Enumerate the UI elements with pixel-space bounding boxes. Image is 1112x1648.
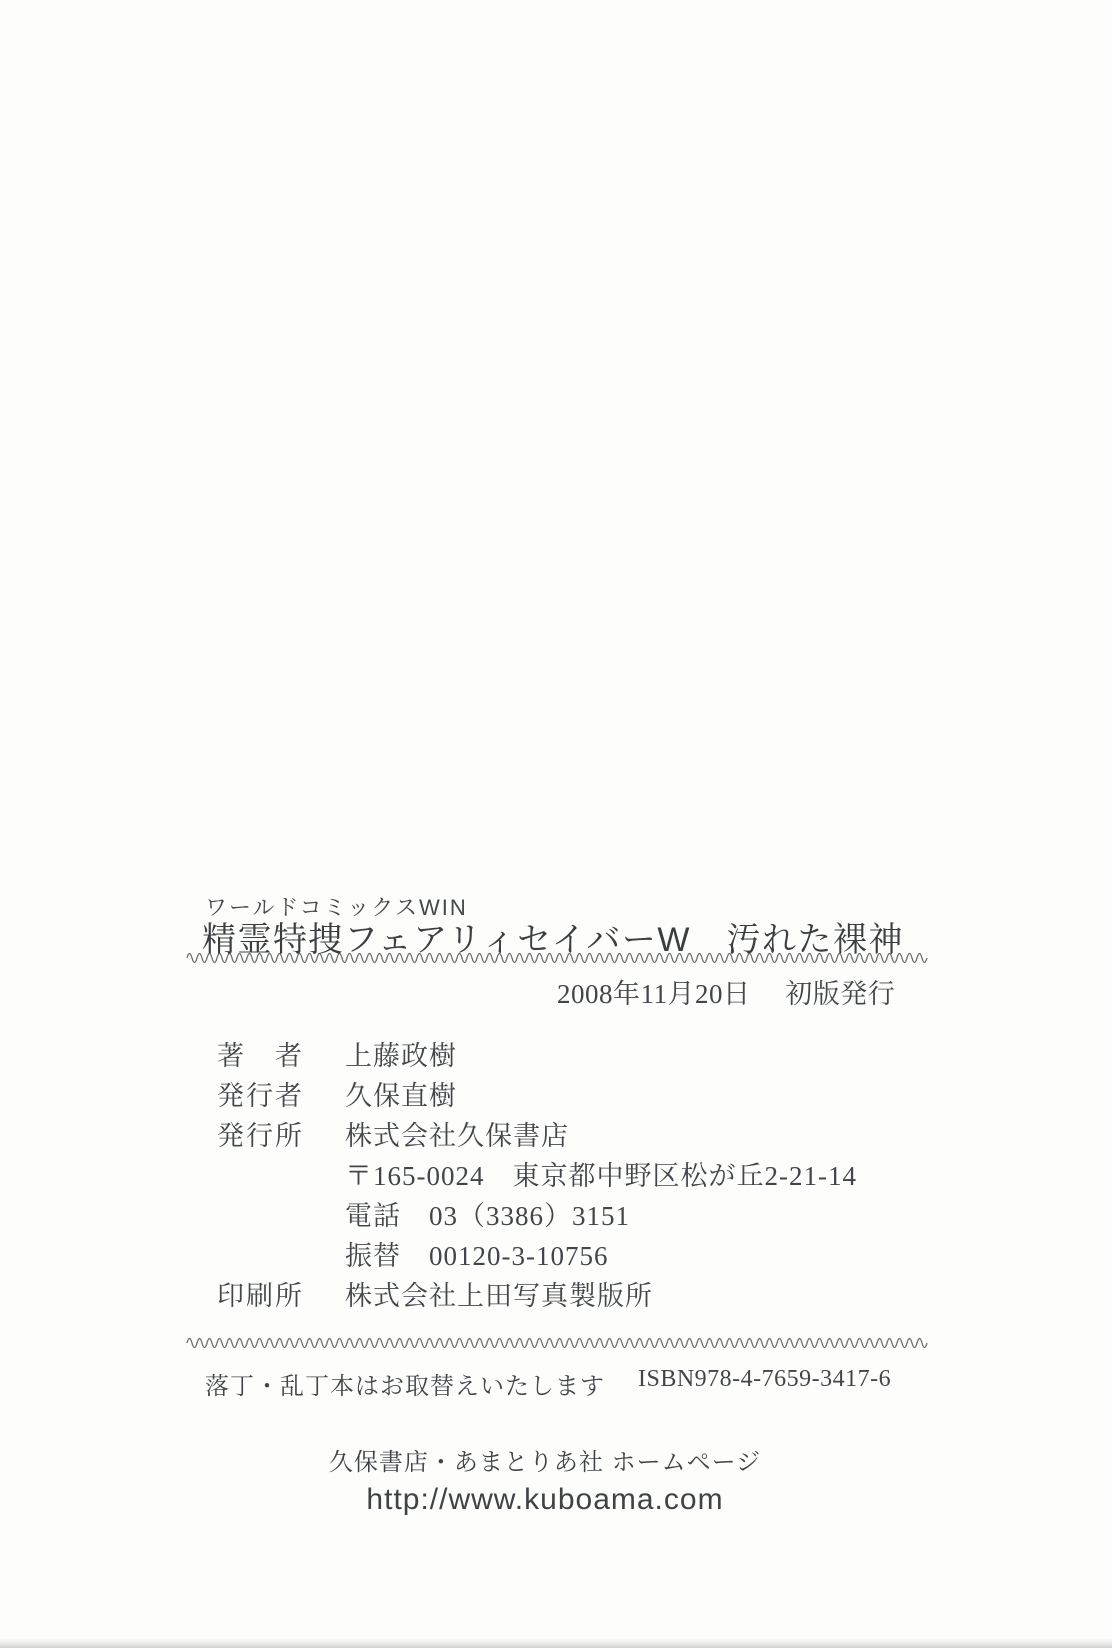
row-label-spacer (217, 1196, 345, 1236)
homepage-label: 久保書店・あまとりあ社 ホームページ (328, 1449, 762, 1476)
row-label: 発行者 (217, 1081, 304, 1111)
bottom-scan-edge (0, 1638, 1112, 1648)
homepage-url: http://www.kuboama.com (366, 1483, 724, 1516)
row-label-spacer (217, 1156, 345, 1196)
publisher-postal-address: 〒165-0024 東京都中野区松が丘2-21-14 (345, 1161, 857, 1191)
publisher-transfer-account-row (217, 1236, 857, 1276)
colophon-row-publisher-person (217, 1076, 857, 1116)
publisher-phone: 電話 03（3386）3151 (345, 1201, 630, 1231)
colophon-row-publishing-house (217, 1116, 857, 1156)
rope-divider-top (185, 951, 933, 965)
colophon-table (217, 1036, 857, 1316)
row-value: 株式会社上田写真製版所 (345, 1281, 653, 1311)
row-label: 印刷所 (217, 1281, 304, 1311)
book-title: 精霊特捜フェアリィセイバーW 汚れた裸神 (202, 921, 904, 959)
row-value: 久保直樹 (345, 1081, 457, 1111)
publisher-phone-row (217, 1196, 857, 1236)
publisher-transfer-account: 振替 00120-3-10756 (345, 1241, 609, 1271)
rope-divider-bottom (185, 1336, 933, 1350)
edition-date: 2008年11月20日 初版発行 (557, 979, 896, 1009)
series-label: ワールドコミックスWIN (205, 895, 468, 920)
row-value: 株式会社久保書店 (345, 1121, 569, 1151)
rope-divider-wave (185, 1336, 933, 1350)
colophon-row-printer (217, 1276, 857, 1316)
replacement-notice: 落丁・乱丁本はお取替えいたします (205, 1374, 605, 1400)
homepage-block (0, 1442, 1090, 1517)
row-value: 上藤政樹 (345, 1041, 457, 1071)
publisher-postal-address-row (217, 1156, 857, 1196)
colophon-row-author (217, 1036, 857, 1076)
row-label: 著 者 (217, 1041, 304, 1071)
row-label: 発行所 (217, 1121, 304, 1151)
row-label-spacer (217, 1236, 345, 1276)
rope-divider-wave (185, 951, 933, 965)
isbn: ISBN978-4-7659-3417-6 (638, 1366, 892, 1392)
